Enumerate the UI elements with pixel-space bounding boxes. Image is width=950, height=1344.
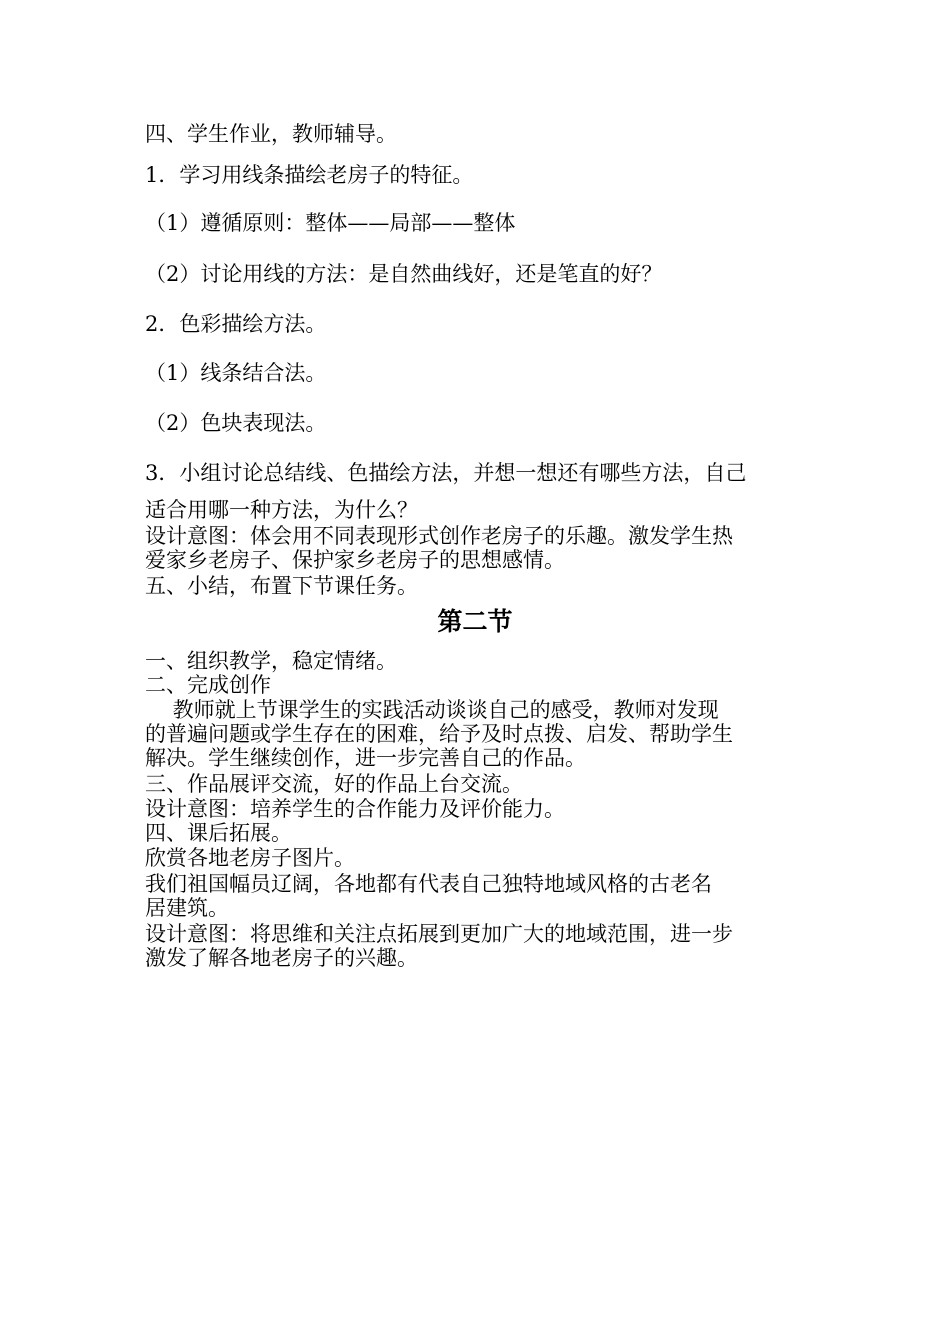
step-four-extension: 四、课后拓展。 — [145, 821, 292, 845]
item-3-continuation: 适合用哪一种方法，为什么？ — [145, 498, 418, 522]
country-paragraph-line-2: 居建筑。 — [145, 896, 229, 920]
appreciate-pictures: 欣赏各地老房子图片。 — [145, 846, 355, 870]
step-one-organize: 一、组织教学，稳定情绪。 — [145, 649, 397, 673]
item-1-line-drawing: 1．学习用线条描绘老房子的特征。 — [145, 163, 474, 187]
item-1-1-principle: （1）遵循原则：整体——局部——整体 — [145, 211, 516, 235]
step-two-paragraph-line-3: 解决。学生继续创作，进一步完善自己的作品。 — [145, 746, 586, 770]
step-three-exhibition: 三、作品展评交流，好的作品上台交流。 — [145, 772, 523, 796]
design-intent-3-line-1: 设计意图：将思维和关注点拓展到更加广大的地域范围，进一步 — [145, 922, 733, 946]
section-five-summary: 五、小结，布置下节课任务。 — [145, 574, 418, 598]
item-3-group-discussion: 3．小组讨论总结线、色描绘方法，并想一想还有哪些方法，自己 — [145, 461, 747, 485]
country-paragraph-line-1: 我们祖国幅员辽阔，各地都有代表自己独特地域风格的古老名 — [145, 872, 712, 896]
item-2-2-block-method: （2）色块表现法。 — [145, 411, 327, 435]
design-intent-1-line-1: 设计意图：体会用不同表现形式创作老房子的乐趣。激发学生热 — [145, 524, 733, 548]
step-two-paragraph-line-1: 教师就上节课学生的实践活动谈谈自己的感受，教师对发现 — [145, 698, 719, 722]
item-1-2-discussion: （2）讨论用线的方法：是自然曲线好，还是笔直的好？ — [145, 262, 663, 286]
design-intent-2: 设计意图：培养学生的合作能力及评价能力。 — [145, 797, 565, 821]
section-title-second-lesson: 第二节 — [437, 607, 513, 636]
step-two-complete: 二、完成创作 — [145, 673, 271, 697]
item-2-1-line-method: （1）线条结合法。 — [145, 361, 327, 385]
design-intent-1-line-2: 爱家乡老房子、保护家乡老房子的思想感情。 — [145, 548, 565, 572]
step-two-paragraph-line-2: 的普遍问题或学生存在的困难，给予及时点拨、启发、帮助学生 — [145, 722, 733, 746]
section-four-heading: 四、学生作业，教师辅导。 — [145, 122, 397, 146]
design-intent-3-line-2: 激发了解各地老房子的兴趣。 — [145, 946, 418, 970]
item-2-color-method: 2．色彩描绘方法。 — [145, 312, 327, 336]
